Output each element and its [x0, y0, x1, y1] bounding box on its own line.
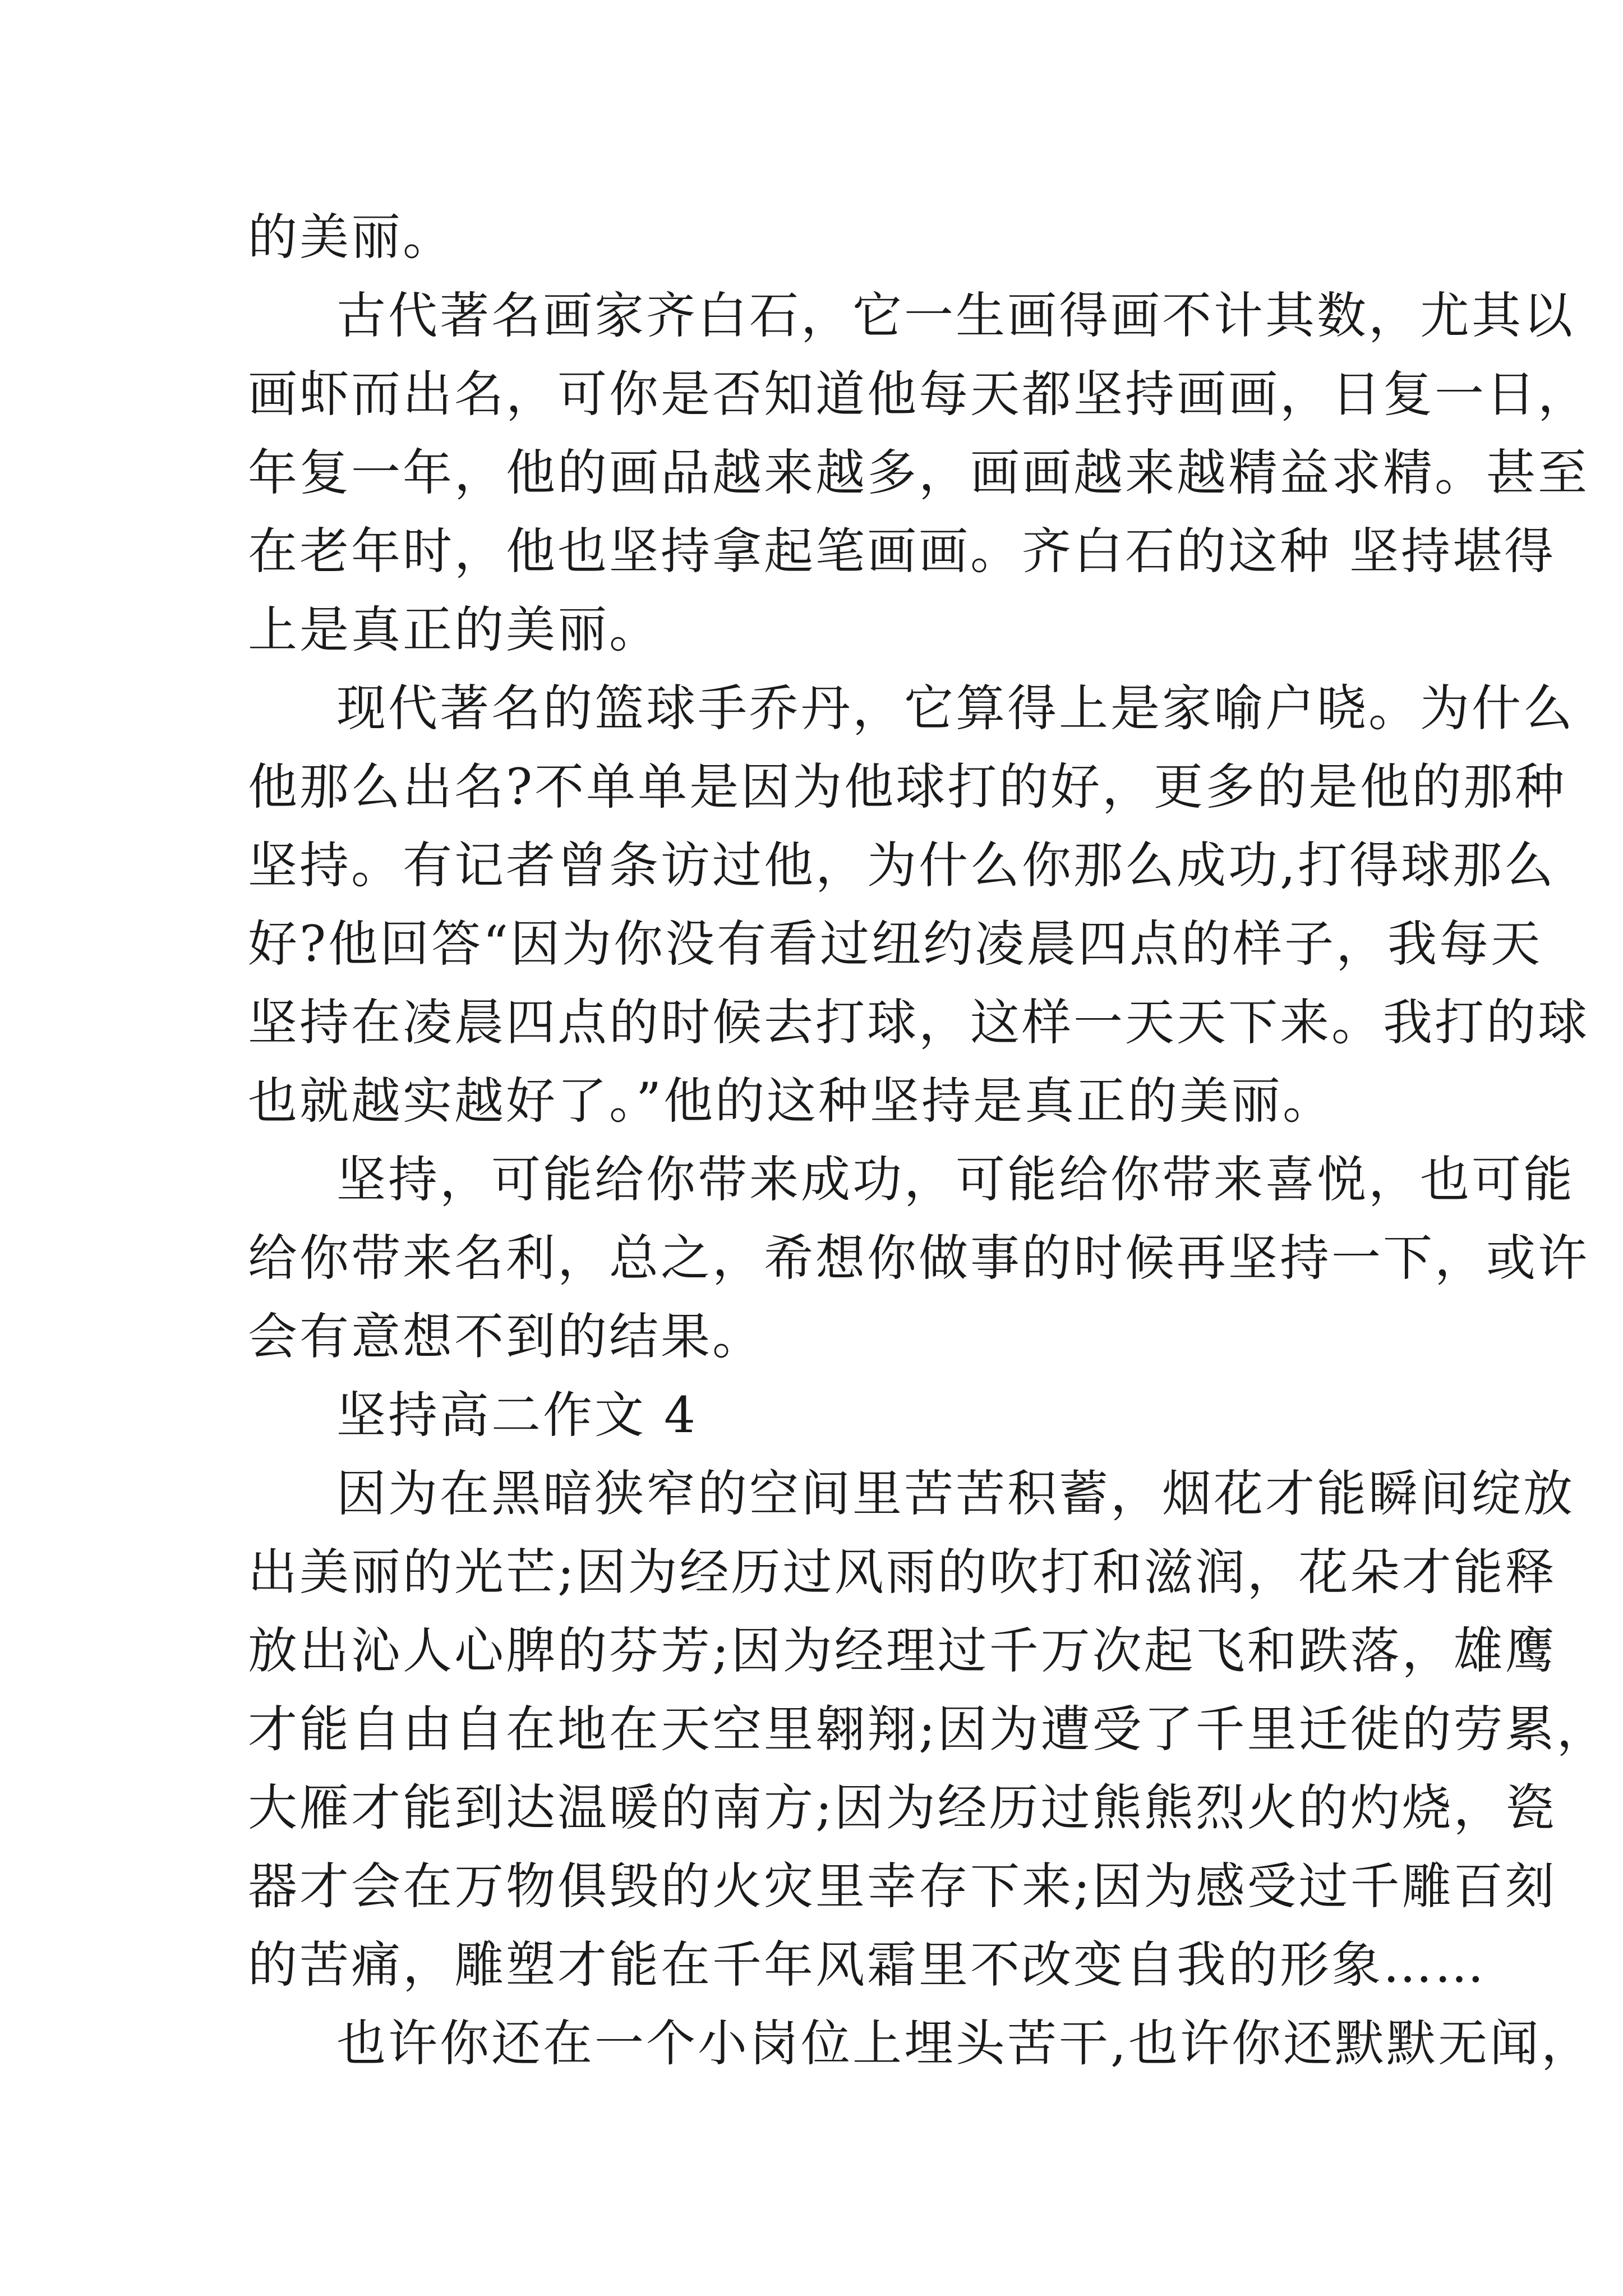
text-line: 也许你还在一个小岗位上埋头苦干,也许你还默默无闻， [336, 2014, 1593, 2072]
text-line: 坚持在凌晨四点的时候去打球，这样一天天下来。我打的球 [248, 993, 1590, 1051]
text-line: 在老年时，他也坚持拿起笔画画。齐白石的这种 坚持堪得 [248, 522, 1556, 580]
text-line: 的苦痛，雕塑才能在千年风霜里不改变自我的形象…… [248, 1936, 1487, 1994]
text-line: 坚持，可能给你带来成功，可能给你带来喜悦，也可能 [336, 1151, 1575, 1208]
section-heading: 坚持高二作文 4 [336, 1386, 698, 1444]
text-line: 也就越实越好了。”他的这种坚持是真正的美丽。 [248, 1072, 1334, 1130]
text-line: 会有意想不到的结果。 [248, 1308, 764, 1365]
text-line: 出美丽的光芒;因为经历过风雨的吹打和滋润，花朵才能释 [248, 1543, 1557, 1601]
text-line: 好?他回答“因为你没有看过纽约凌晨四点的样子，我每天 [248, 915, 1543, 973]
text-line: 因为在黑暗狭窄的空间里苦苦积蓄，烟花才能瞬间绽放 [336, 1465, 1575, 1522]
text-line: 坚持。有记者曾条访过他，为什么你那么成功,打得球那么 [248, 836, 1556, 894]
text-line: 上是真正的美丽。 [248, 601, 661, 659]
text-line: 现代著名的篮球手乔丹，它算得上是家喻户晓。为什么 [336, 679, 1575, 737]
text-line: 的美丽。 [248, 208, 455, 266]
text-line: 给你带来名利，总之，希想你做事的时候再坚持一下，或许 [248, 1229, 1590, 1287]
text-line: 大雁才能到达温暖的南方;因为经历过熊熊烈火的灼烧，瓷 [248, 1779, 1557, 1837]
text-line: 放出沁人心脾的芬芳;因为经理过千万次起飞和跌落，雄鹰 [248, 1622, 1557, 1680]
text-line: 古代著名画家齐白石，它一生画得画不计其数，尤其以 [336, 287, 1575, 344]
text-line: 年复一年，他的画品越来越多，画画越来越精益求精。甚至 [248, 444, 1590, 501]
text-line: 他那么出名?不单单是因为他球打的好，更多的是他的那种 [248, 758, 1567, 816]
text-line: 器才会在万物俱毁的火灾里幸存下来;因为感受过千雕百刻 [248, 1857, 1557, 1915]
text-line: 才能自由自在地在天空里翱翔;因为遭受了千里迁徙的劳累， [248, 1700, 1608, 1758]
text-line: 画虾而出名，可你是否知道他每天都坚持画画，日复一日， [248, 365, 1590, 423]
